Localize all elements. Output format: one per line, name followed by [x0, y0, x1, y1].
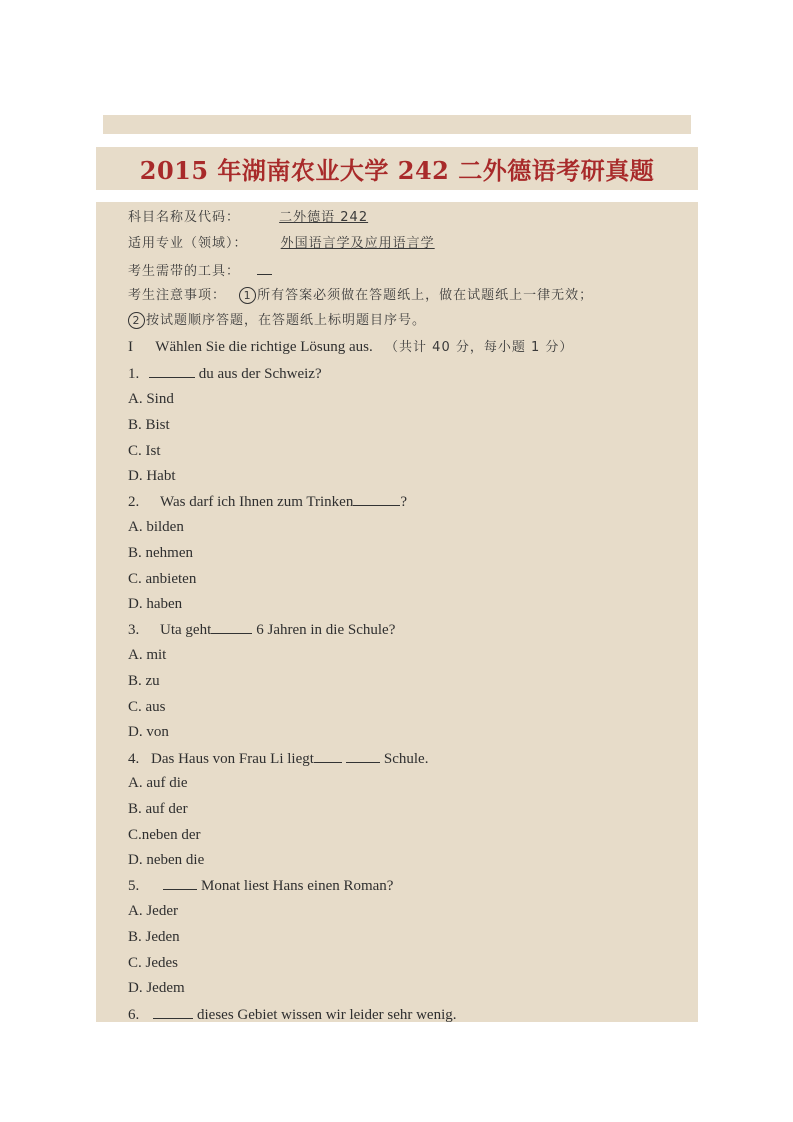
- option-2c: C. anbieten: [128, 571, 197, 587]
- note2-line: [128, 312, 426, 330]
- section-instruction: Wählen Sie die richtige Lösung aus.: [155, 339, 373, 355]
- section-heading: [128, 338, 573, 357]
- option-2a: A. bilden: [128, 519, 184, 535]
- note1-number: 1: [239, 287, 256, 304]
- header-decor-bar: [103, 115, 691, 134]
- option-5b: B. Jeden: [128, 929, 180, 945]
- option-5a: A. Jeder: [128, 903, 178, 919]
- option-4d: D. neben die: [128, 852, 205, 868]
- option-2b: B. nehmen: [128, 545, 193, 561]
- question-6: [128, 1005, 457, 1024]
- subject-label: 科目名称及代码：: [128, 210, 241, 225]
- option-3d: D. von: [128, 724, 169, 740]
- option-1b: B. Bist: [128, 417, 170, 433]
- question-number: 2.: [128, 494, 140, 510]
- question-3: [128, 620, 395, 639]
- major-value: 外国语言学及应用语言学: [280, 236, 435, 251]
- question-number: 1.: [128, 366, 140, 382]
- question-1: [128, 364, 322, 383]
- answer-blank: [314, 749, 342, 763]
- option-3b: B. zu: [128, 673, 160, 689]
- question-number: 6.: [128, 1007, 140, 1023]
- answer-blank: [153, 1005, 193, 1019]
- answer-blank-2: [346, 749, 380, 763]
- answer-blank: [163, 876, 197, 890]
- option-3a: A. mit: [128, 647, 167, 663]
- question-text-end: 6 Jahren in die Schule?: [256, 622, 396, 638]
- option-4c: C.neben der: [128, 827, 201, 843]
- question-4: [128, 749, 428, 768]
- question-text: Monat liest Hans einen Roman?: [201, 878, 394, 894]
- option-1d: D. Habt: [128, 468, 176, 484]
- question-number: 3.: [128, 622, 140, 638]
- answer-blank: [211, 620, 252, 634]
- question-text: Uta geht: [160, 622, 212, 638]
- subject-line: [128, 209, 370, 227]
- subject-value: 二外德语 242: [279, 210, 369, 225]
- section-roman: I: [128, 339, 133, 355]
- section-score-note: （共计 40 分，每小题 1 分）: [385, 340, 574, 355]
- answer-blank: [353, 492, 400, 506]
- note1-text: 所有答案必须做在答题纸上，做在试题纸上一律无效；: [257, 288, 594, 303]
- option-5d: D. Jedem: [128, 980, 185, 996]
- note2-number: 2: [128, 312, 145, 329]
- option-4b: B. auf der: [128, 801, 188, 817]
- question-text-end: Schule.: [383, 751, 429, 767]
- question-number: 5.: [128, 878, 140, 894]
- page-title: 2015 年湖南农业大学 242 二外德语考研真题: [139, 156, 655, 185]
- option-2d: D. haben: [128, 596, 183, 612]
- option-5c: C. Jedes: [128, 955, 178, 971]
- option-3c: C. aus: [128, 699, 166, 715]
- question-text: dieses Gebiet wissen wir leider sehr wenig.: [197, 1007, 457, 1023]
- question-text: du aus der Schweiz?: [198, 366, 322, 382]
- tools-line: [128, 261, 272, 281]
- tools-label: 考生需带的工具：: [128, 264, 241, 279]
- question-5: [128, 876, 393, 895]
- question-2: [128, 492, 407, 511]
- option-1c: C. Ist: [128, 443, 161, 459]
- major-label: 适用专业（领域）：: [128, 236, 248, 251]
- option-4a: A. auf die: [128, 775, 188, 791]
- major-line: [128, 235, 459, 253]
- question-text: Was darf ich Ihnen zum Trinken: [160, 494, 354, 510]
- notes-line: [128, 287, 593, 305]
- question-text: Das Haus von Frau Li liegt: [151, 751, 314, 767]
- question-number: 4.: [128, 751, 140, 767]
- answer-blank: [149, 364, 195, 378]
- option-1a: A. Sind: [128, 391, 174, 407]
- question-text-end: ?: [400, 494, 408, 510]
- title-band: [96, 147, 698, 190]
- notes-label: 考生注意事项：: [128, 288, 227, 303]
- note2-text: 按试题顺序答题，在答题纸上标明题目序号。: [146, 313, 427, 328]
- tools-blank: [257, 261, 272, 275]
